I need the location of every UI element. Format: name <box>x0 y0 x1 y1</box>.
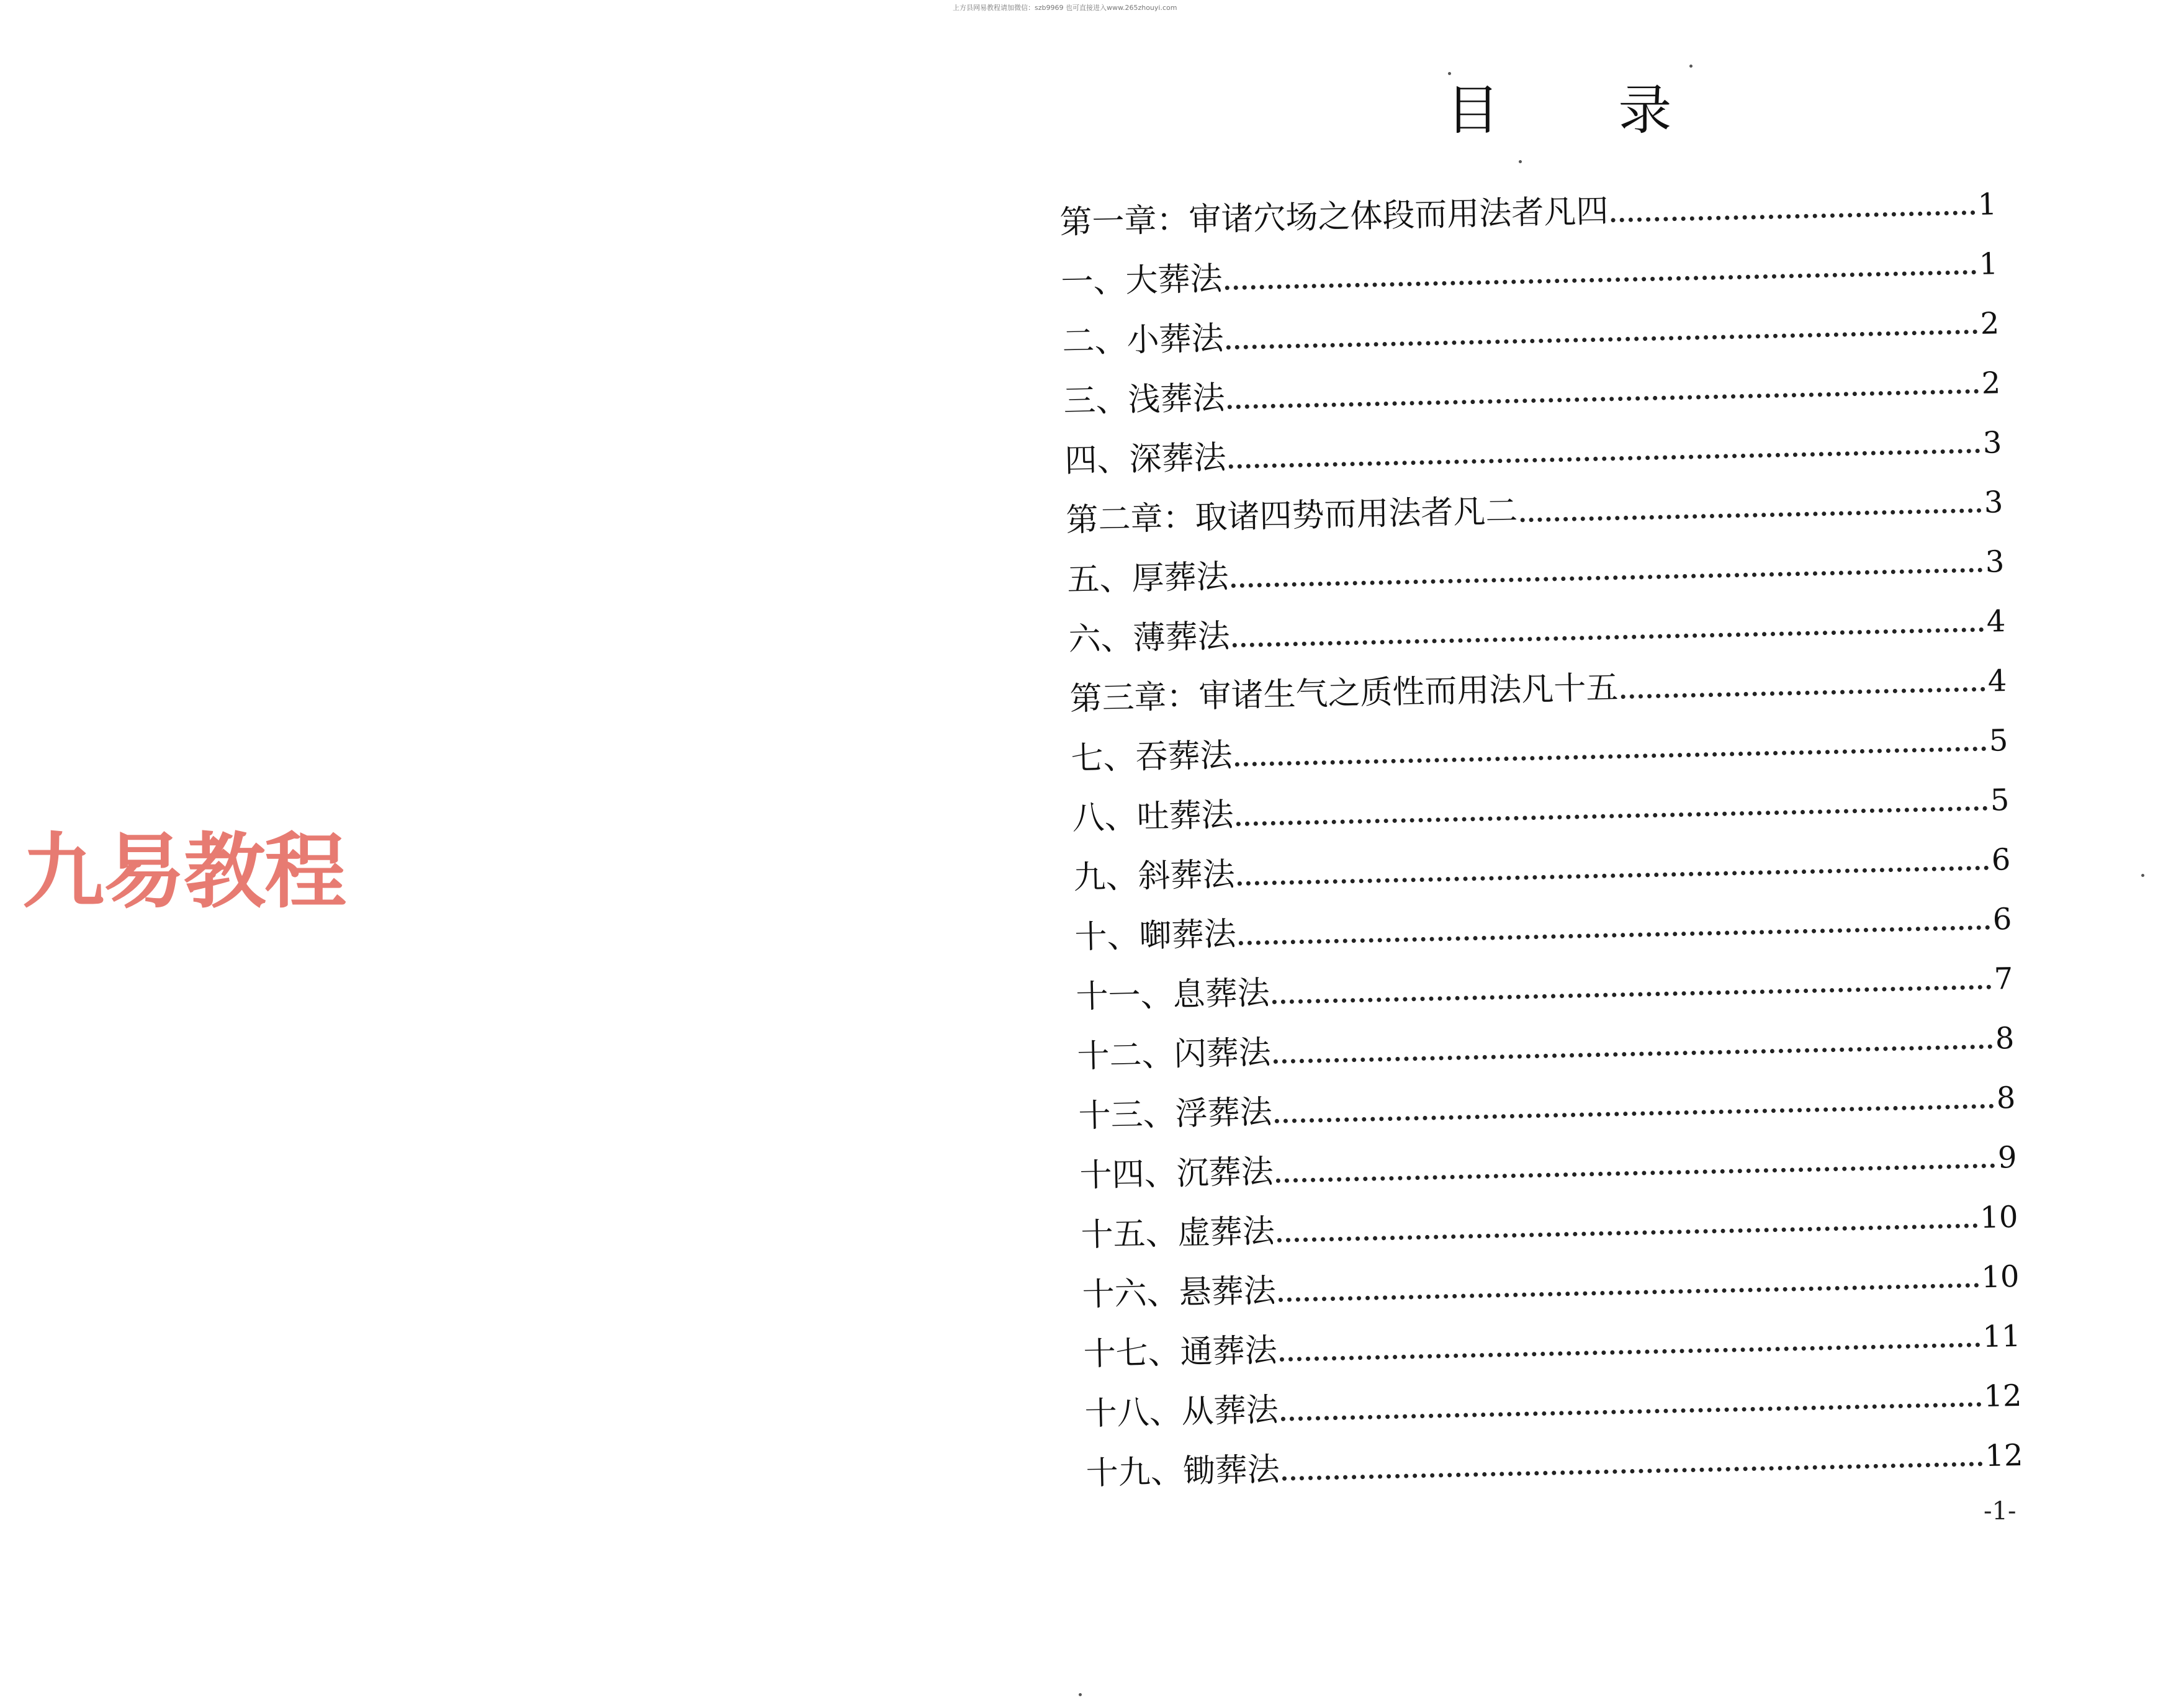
toc-entry <box>1066 474 2003 537</box>
toc-leader-dots <box>1233 627 1984 647</box>
toc-entry-page: 4 <box>1986 604 2006 639</box>
toc-leader-dots <box>1277 1223 1978 1243</box>
toc-entry-label: 十七、通葬法 <box>1083 1331 1278 1373</box>
toc-entry <box>1072 771 2010 835</box>
toc-entry <box>1064 414 2002 480</box>
toc-entry-label: 八、吐葬法 <box>1071 796 1234 837</box>
toc-entry-label: 十一、息葬法 <box>1076 974 1270 1016</box>
toc-entry-page: 8 <box>1996 1080 2016 1116</box>
toc-entry-page: 3 <box>1982 425 2002 461</box>
toc-entry <box>1066 533 2005 599</box>
toc-entry-page: 2 <box>1980 306 2000 341</box>
toc-entry <box>1078 1069 2016 1133</box>
toc-entry <box>1079 1129 2017 1195</box>
toc-entry <box>1070 712 2008 778</box>
toc-entry-label: 七、吞葬法 <box>1070 737 1233 778</box>
toc-leader-dots <box>1229 449 1980 469</box>
toc-entry-label: 第三章：审诸生气之质性而用法凡十五 <box>1069 669 1619 718</box>
toc-entry-page: 3 <box>1984 485 2003 520</box>
toc-leader-dots <box>1275 1104 1994 1123</box>
toc-entry-page: 6 <box>1991 842 2011 878</box>
toc-entry-label: 二、小葬法 <box>1061 320 1225 361</box>
toc-entry <box>1084 1367 2022 1431</box>
page-title: 目 录 <box>1446 79 1723 142</box>
toc-entry-page: 1 <box>1979 246 1998 282</box>
toc-leader-dots <box>1236 806 1988 826</box>
toc-entry-label: 第一章：审诸穴场之体段而用法者凡四 <box>1059 192 1609 241</box>
toc-entry-page: 10 <box>1980 1259 2020 1295</box>
toc-leader-dots <box>1276 1164 1995 1183</box>
toc-entry <box>1081 1189 2018 1252</box>
toc-entry-page: 4 <box>1987 663 2007 699</box>
toc-entry-page: 10 <box>1979 1199 2018 1236</box>
toc-entry-page: 6 <box>1992 902 2012 937</box>
toc-entry-page: 8 <box>1995 1021 2015 1056</box>
toc-entry <box>1086 1427 2024 1493</box>
toc-entry <box>1061 235 1998 299</box>
toc-entry-label: 十二、闪葬法 <box>1077 1034 1272 1076</box>
scan-speck <box>1448 72 1451 75</box>
toc-entry <box>1074 891 2012 954</box>
toc-entry <box>1082 1248 2020 1314</box>
toc-entry <box>1068 593 2006 656</box>
toc-entry-label: 六、薄葬法 <box>1068 618 1231 658</box>
toc-leader-dots <box>1231 568 1983 588</box>
toc-entry-page: 5 <box>1990 783 2010 818</box>
toc-entry-label: 第二章：取诸四势而用法者凡二 <box>1065 492 1519 539</box>
toc-leader-dots <box>1272 985 1992 1004</box>
toc-leader-dots <box>1225 270 1977 290</box>
toc-entry-page: 12 <box>1984 1437 2024 1474</box>
toc-entry <box>1073 831 2011 897</box>
toc-leader-dots <box>1279 1283 1979 1302</box>
toc-entry-page: 12 <box>1983 1378 2023 1414</box>
toc-entry-page: 3 <box>1985 544 2005 580</box>
scan-speck <box>1689 65 1693 68</box>
toc-entry <box>1063 354 2001 418</box>
toc-entry-label: 五、厚葬法 <box>1066 558 1230 599</box>
toc-entry-page: 11 <box>1982 1318 2021 1355</box>
toc-entry-page: 2 <box>1981 366 2001 401</box>
toc-leader-dots <box>1238 866 1989 886</box>
toc-entry-label: 一、大葬法 <box>1060 260 1223 301</box>
toc-leader-dots <box>1226 330 1978 349</box>
toc-leader-dots <box>1228 389 1979 409</box>
toc-leader-dots <box>1621 687 1985 699</box>
toc-entry-label: 四、深葬法 <box>1064 439 1227 480</box>
toc-entry <box>1061 295 2000 361</box>
scan-speck <box>1519 160 1522 163</box>
toc-entry-label: 十、啣葬法 <box>1074 915 1237 956</box>
watermark-logo: 九易教程 <box>22 824 345 920</box>
toc-leader-dots <box>1274 1045 1993 1064</box>
header-note: 上方县网易教程请加微信：szb9969 也可直接进入www.265zhouyi.com <box>953 4 1177 12</box>
toc-entry-label: 十四、沉葬法 <box>1079 1153 1274 1195</box>
page-number: -1- <box>1984 1497 2016 1526</box>
toc-entry-page: 9 <box>1997 1139 2017 1175</box>
toc-entry-label: 十八、从葬法 <box>1084 1391 1279 1433</box>
toc-entry <box>1069 652 2007 716</box>
table-of-contents <box>1055 0 2080 1551</box>
scan-speck <box>1079 1693 1082 1696</box>
toc-leader-dots <box>1281 1402 1982 1421</box>
toc-entry <box>1083 1308 2021 1371</box>
toc-leader-dots <box>1280 1342 1980 1362</box>
toc-entry-page: 5 <box>1989 723 2008 758</box>
toc-entry-page: 1 <box>1977 187 1997 222</box>
toc-leader-dots <box>1611 210 1976 222</box>
toc-entry-page: 7 <box>1994 961 2013 997</box>
toc-entry <box>1077 1010 2015 1076</box>
toc-entry-label: 九、斜葬法 <box>1073 856 1236 897</box>
toc-entry-label: 十三、浮葬法 <box>1078 1094 1273 1135</box>
toc-entry-label: 十五、虚葬法 <box>1081 1213 1275 1254</box>
toc-leader-dots <box>1521 508 1982 523</box>
toc-leader-dots <box>1235 747 1987 766</box>
toc-entry-label: 十九、锄葬法 <box>1086 1450 1280 1493</box>
toc-leader-dots <box>1239 925 1990 945</box>
toc-entry-label: 三、浅葬法 <box>1063 379 1226 420</box>
toc-entry <box>1059 176 1997 239</box>
toc-leader-dots <box>1282 1462 1983 1481</box>
toc-entry-label: 十六、悬葬法 <box>1082 1272 1277 1314</box>
toc-entry <box>1076 950 2013 1014</box>
scan-speck <box>2141 874 2144 877</box>
